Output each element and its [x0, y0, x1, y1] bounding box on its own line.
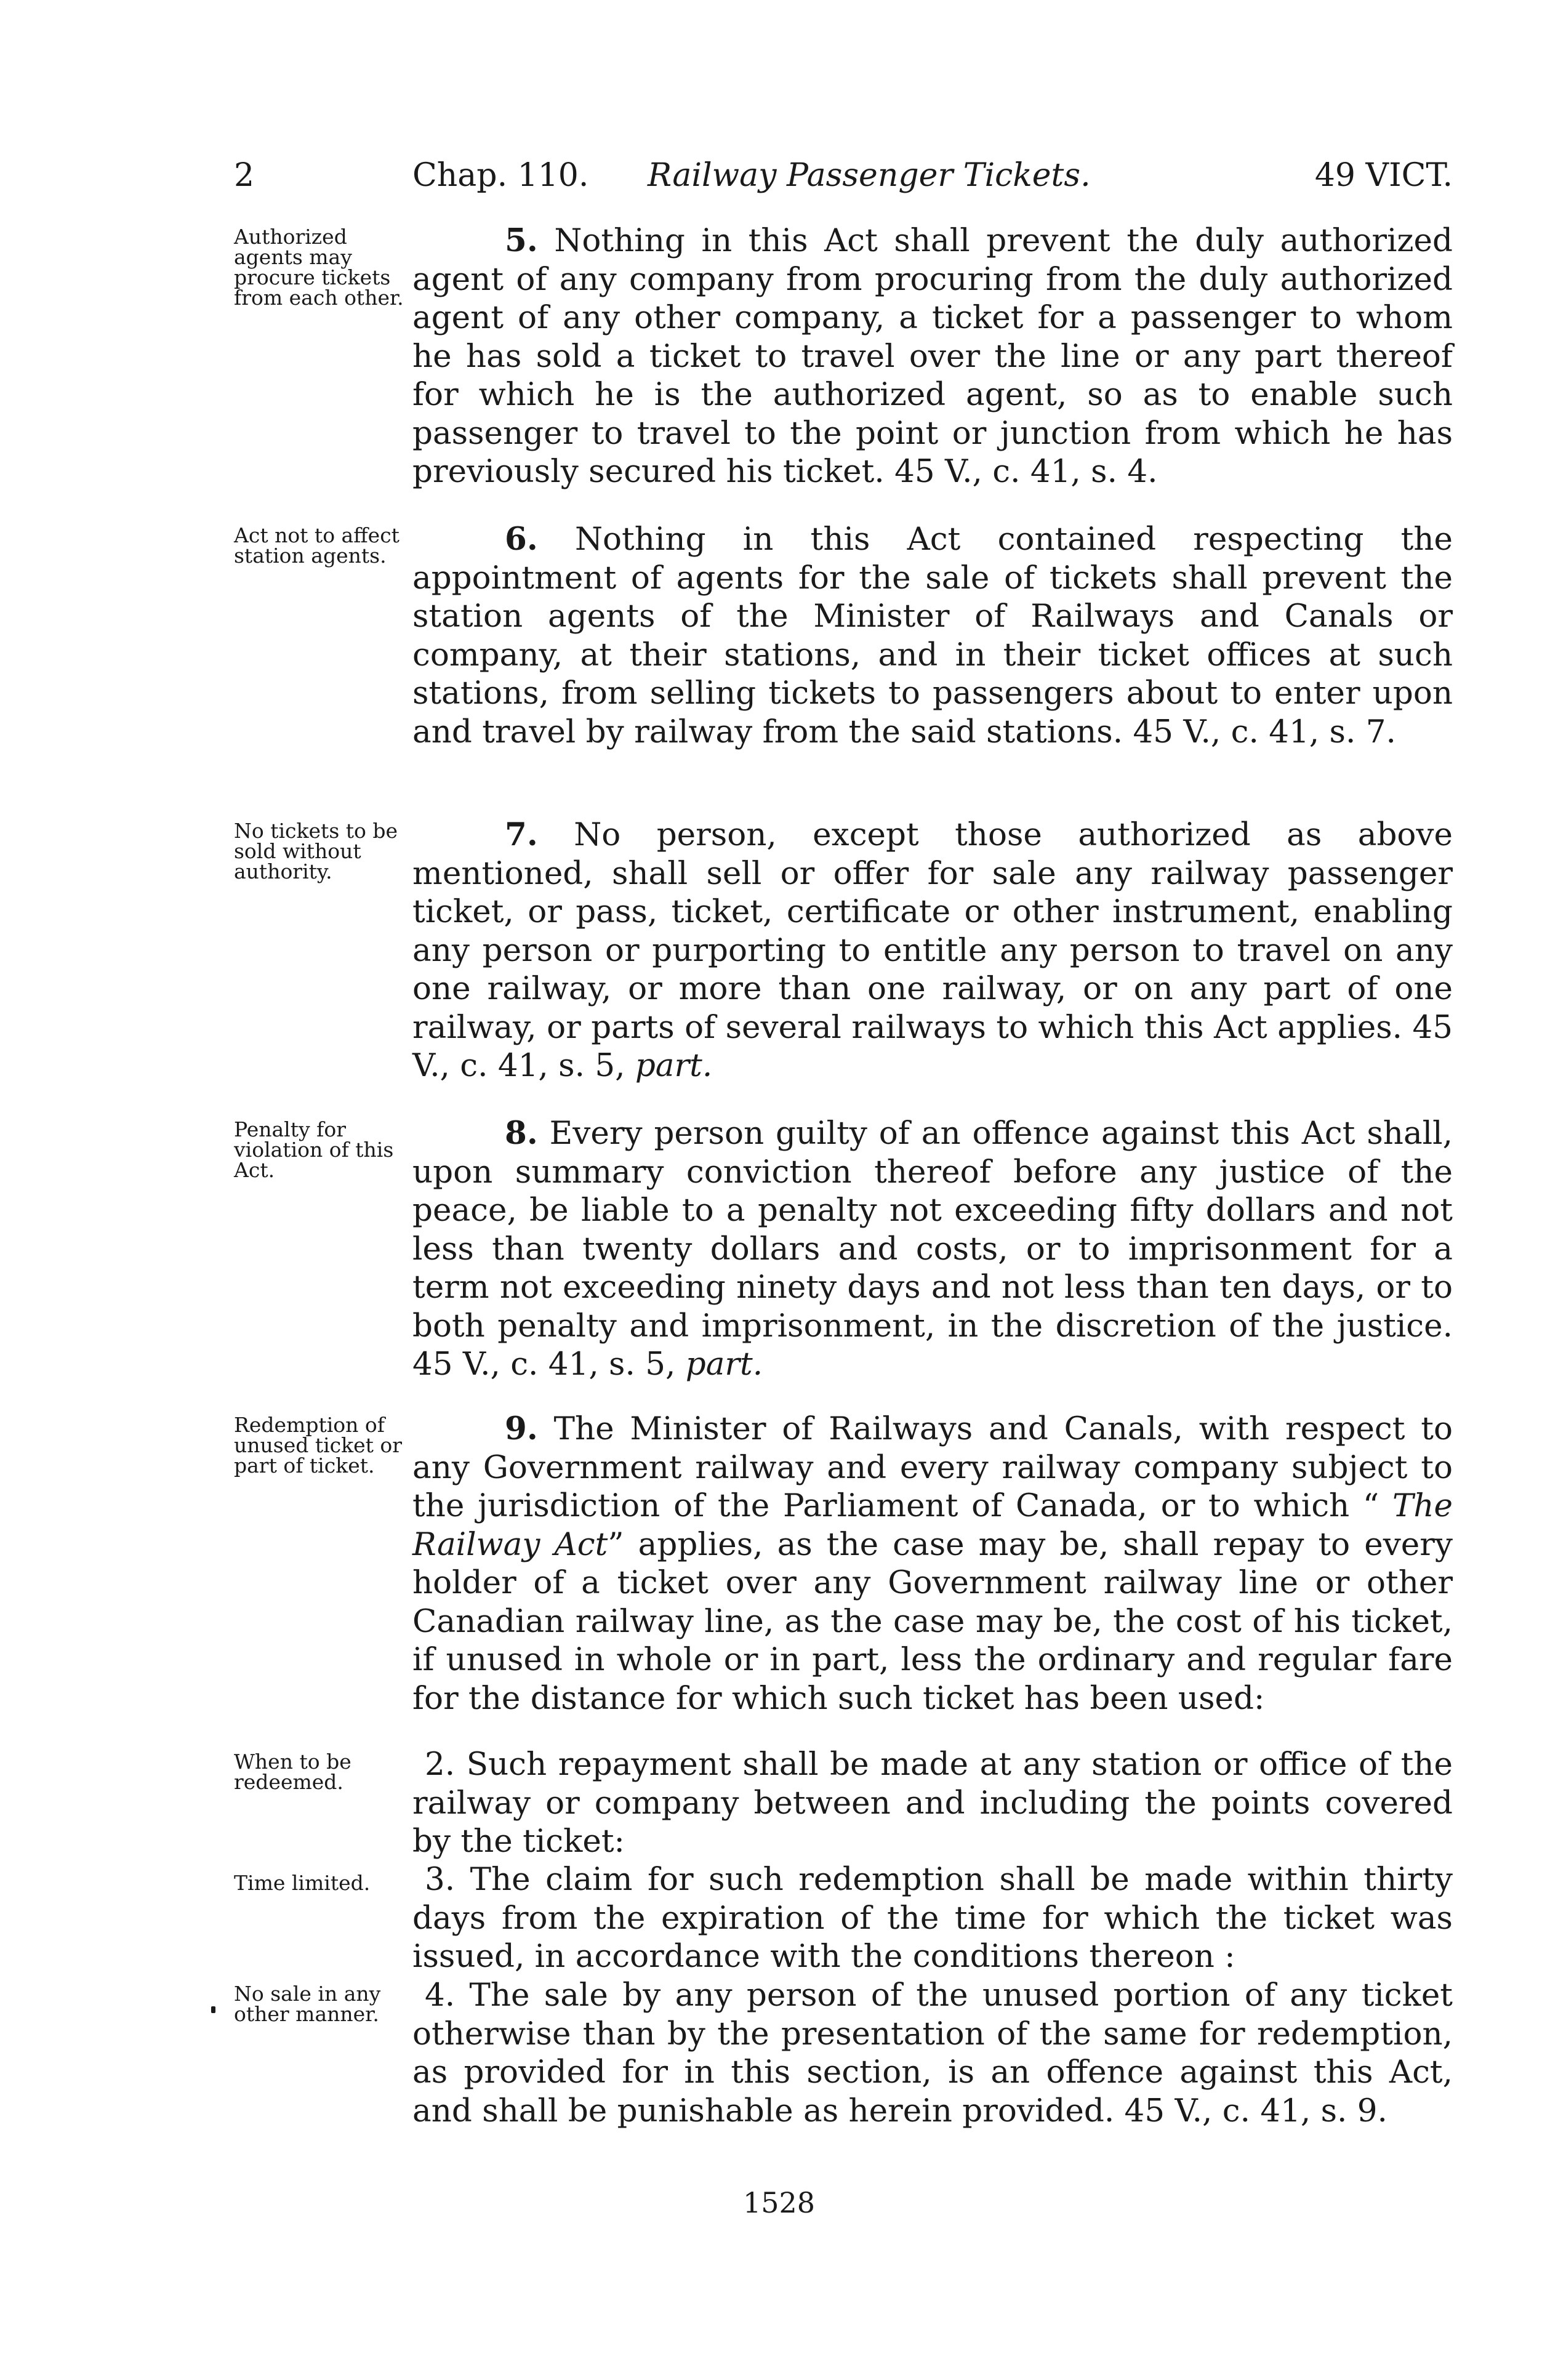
margin-note: No tickets to be sold without authority. — [234, 819, 398, 883]
section-number: 9. — [505, 1410, 538, 1447]
section-body: Nothing in this Act shall prevent the duly authorized agent of any company from procuring from the duly authorized agent of any other company, a ticket for a passenger to whom he has sold a ticket to travel over the line or any part thereof for which he is the authorized agent, so as to enable such passenger to travel to the point or junction from which he has previously secured his ticket. 45 V., c. 41, s. 4. — [412, 222, 1453, 490]
section-number: 7. — [505, 816, 538, 853]
margin-note: Penalty for violation of this Act. — [234, 1117, 394, 1182]
section-number: 6. — [505, 521, 538, 558]
section-number: 8. — [505, 1115, 538, 1152]
citation-part: part. — [625, 1047, 713, 1084]
header-page-number: 2 — [234, 157, 255, 194]
section-body: Nothing in this Act contained respecting the appointment of agents for the sale of tickets shall prevent the station agents of the Minister of Railways and Canals or company, at their stations, and in their ticket offices at such stations, from selling tickets to passengers about to enter upon and travel by railway from the said stations. 45 V., c. 41, s. 7. — [412, 521, 1453, 750]
margin-note: Redemption of unused ticket or part of ticket. — [234, 1413, 403, 1477]
margin-note: Time limited. — [234, 1871, 371, 1895]
section-text — [412, 520, 1453, 751]
subsection-text: 3. The claim for such redemption shall be made within thirty days from the expiration of the time for which the ticket was issued, in accordance with the conditions thereon : — [412, 1861, 1453, 1975]
subsection-text: 2. Such repayment shall be made at any station or office of the railway or company between and including the points covered by the ticket: — [412, 1746, 1453, 1860]
margin-note: No sale in any other manner. — [234, 1982, 381, 2026]
act-name: The Railway Act — [412, 1487, 1453, 1563]
print-speck — [211, 2006, 215, 2013]
header-chapter: Chap. 110. — [412, 157, 589, 194]
section-number: 5. — [505, 222, 538, 259]
section-text — [412, 816, 1453, 1085]
section-text — [412, 1114, 1453, 1384]
margin-note: Act not to affect station agents. — [234, 523, 400, 568]
section-text — [412, 1410, 1453, 1718]
margin-note: When to be redeemed. — [234, 1750, 351, 1794]
citation-part: part. — [675, 1346, 763, 1383]
section-text — [412, 222, 1453, 491]
subsection-text: 4. The sale by any person of the unused portion of any ticket otherwise than by the presentation of the same for redemption, as provided for in this section, is an offence against this Act, and shall be punishable as herein provided. 45 V., c. 41, s. 9. — [412, 1977, 1453, 2129]
section-body-continued: ” applies, as the case may be, shall repay to every holder of a ticket over any Government railway line or other Canadian railway line, as the case may be, the cost of his ticket, if unused in whole or in part, less the ordinary and regular fare for the distance for which such ticket has been used: — [412, 1526, 1453, 1717]
section-body: No person, except those authorized as above mentioned, shall sell or offer for sale any railway passenger ticket, or pass, ticket, certificate or other instrument, enabling any person or purporting to entitle any person to travel on any one railway, or more than one railway, or on any part of one railway, or parts of several railways to which this Act applies. 45 V., c. 41, s. 5, — [412, 816, 1453, 1084]
folio-number: 1528 — [742, 2186, 816, 2219]
section-body: Every person guilty of an offence against this Act shall, upon summary conviction thereof before any justice of the peace, be liable to a penalty not exceeding fifty dollars and not less than twenty dollars and costs, or to imprisonment for a term not exceeding ninety days and not less than ten days, or to both penalty and imprisonment, in the discretion of the justice. 45 V., c. 41, s. 5, — [412, 1115, 1453, 1383]
header-year: 49 VICT. — [1314, 157, 1453, 194]
header-title: Railway Passenger Tickets. — [648, 157, 1091, 194]
running-header — [234, 151, 1453, 200]
margin-note: Authorized agents may procure tickets from each other. — [234, 225, 404, 310]
section-body: The Minister of Railways and Canals, with respect to any Government railway and every railway company subject to the jurisdiction of the Parliament of Canada, or to which “ — [412, 1410, 1453, 1524]
